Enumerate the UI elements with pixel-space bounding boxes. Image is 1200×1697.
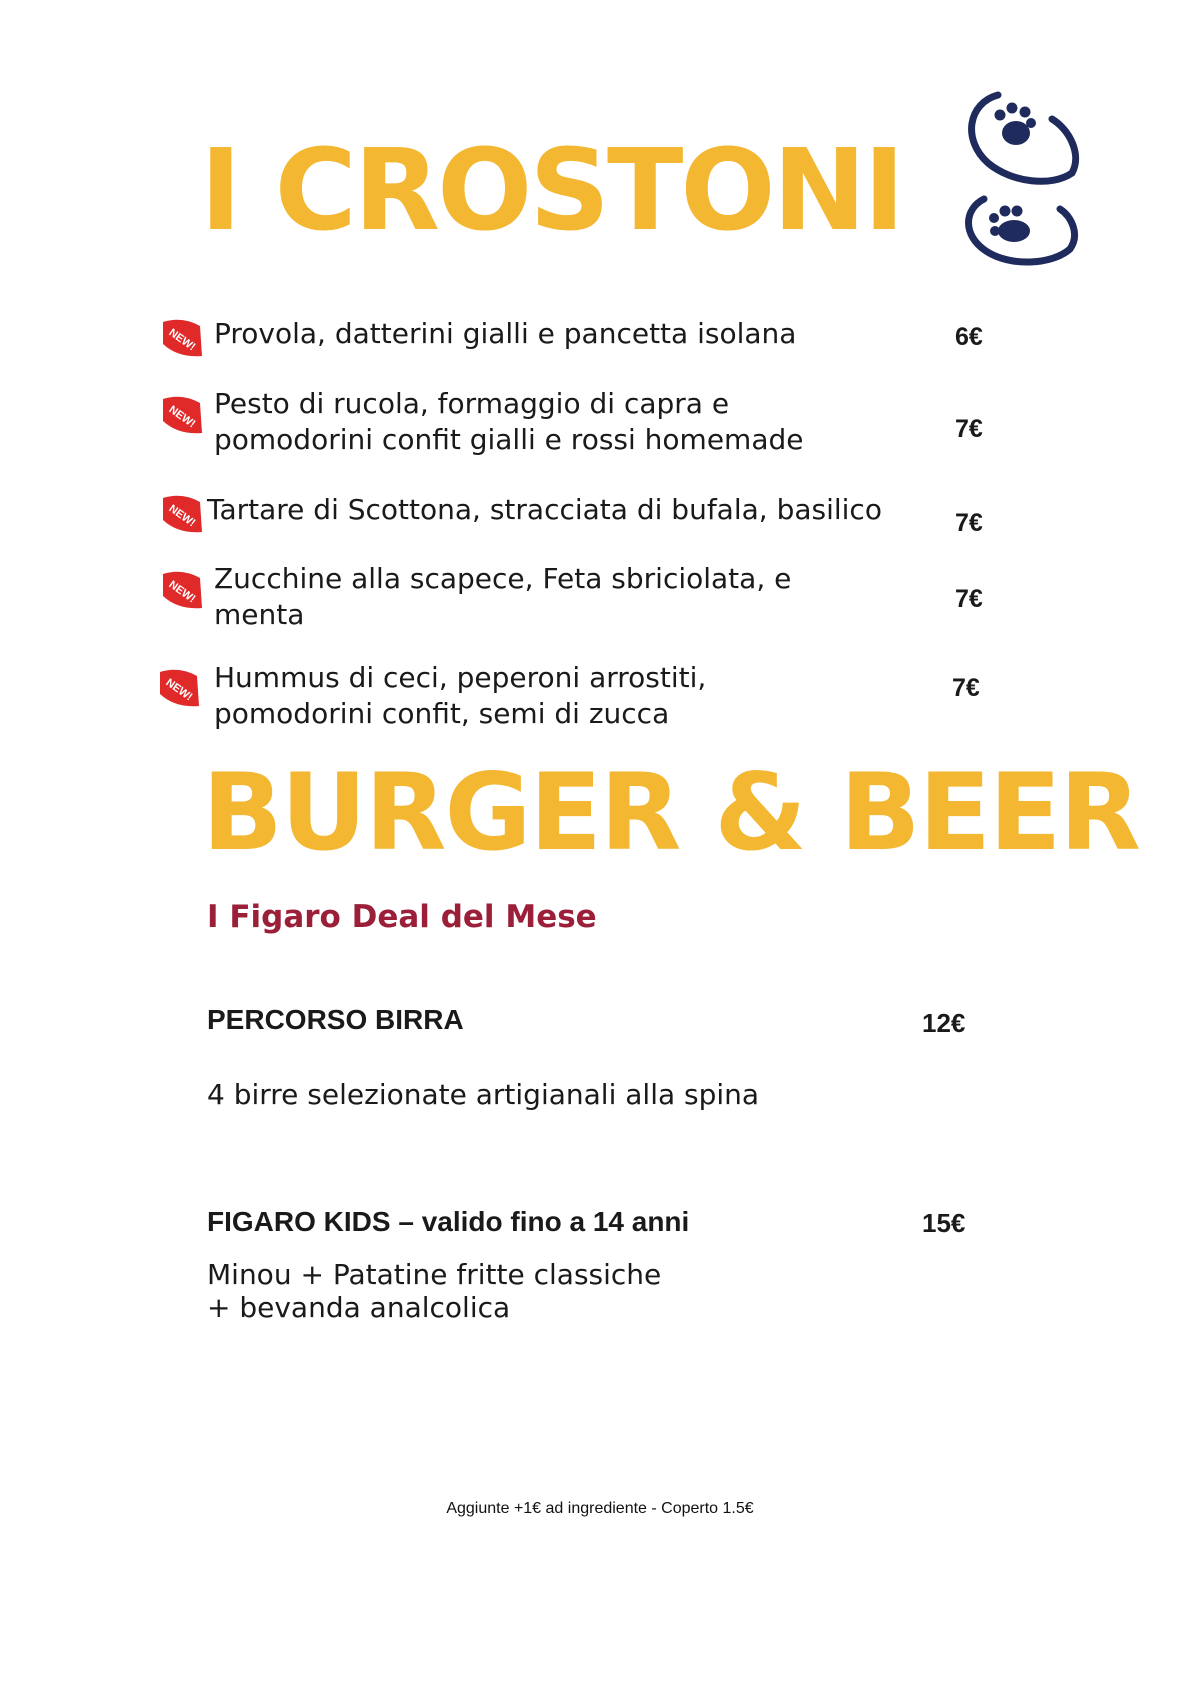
new-badge-label: NEW! — [166, 502, 198, 530]
deal-price: 15€ — [922, 1208, 966, 1238]
item-price: 6€ — [955, 323, 983, 351]
deal-description: Minou + Patatine fritte classiche + bevanda analcolica — [207, 1258, 662, 1324]
deal-name: FIGARO KIDS – valido fino a 14 anni — [207, 1206, 690, 1237]
item-name: Provola, datterini gialli e pancetta isolana — [214, 317, 797, 350]
new-badge-icon — [160, 490, 206, 536]
item-name: Pesto di rucola, formaggio di capra e pomodorini confit gialli e rossi homemade — [214, 387, 804, 456]
item-price: 7€ — [955, 509, 983, 537]
item-price: 7€ — [955, 415, 983, 443]
burger-beer-title: BURGER & BEER — [202, 751, 1140, 874]
item-name: Tartare di Scottona, stracciata di bufala, basilico — [207, 493, 882, 526]
new-badge-icon — [157, 664, 203, 710]
new-badge-icon — [160, 391, 206, 437]
new-badge-icon — [160, 314, 206, 360]
new-badge-label: NEW! — [163, 676, 195, 704]
new-badge-label: NEW! — [166, 578, 198, 606]
paw-print-logo-icon — [960, 85, 1095, 270]
new-badge-label: NEW! — [166, 326, 198, 354]
item-name: Hummus di ceci, peperoni arrostiti, pomodorini confit, semi di zucca — [214, 661, 707, 730]
item-price: 7€ — [952, 674, 980, 702]
crostoni-title: I CROSTONI — [200, 126, 902, 256]
new-badge-icon — [160, 566, 206, 612]
new-badge-label: NEW! — [166, 403, 198, 431]
deal-name: PERCORSO BIRRA — [207, 1004, 464, 1035]
deal-price: 12€ — [922, 1008, 966, 1038]
item-price: 7€ — [955, 585, 983, 613]
deal-description: 4 birre selezionate artigianali alla spina — [207, 1078, 760, 1111]
footer-note: Aggiunte +1€ ad ingrediente - Coperto 1.5€ — [446, 1500, 754, 1517]
item-name: Zucchine alla scapece, Feta sbriciolata, e menta — [214, 562, 792, 631]
deal-subtitle: I Figaro Deal del Mese — [207, 899, 597, 935]
